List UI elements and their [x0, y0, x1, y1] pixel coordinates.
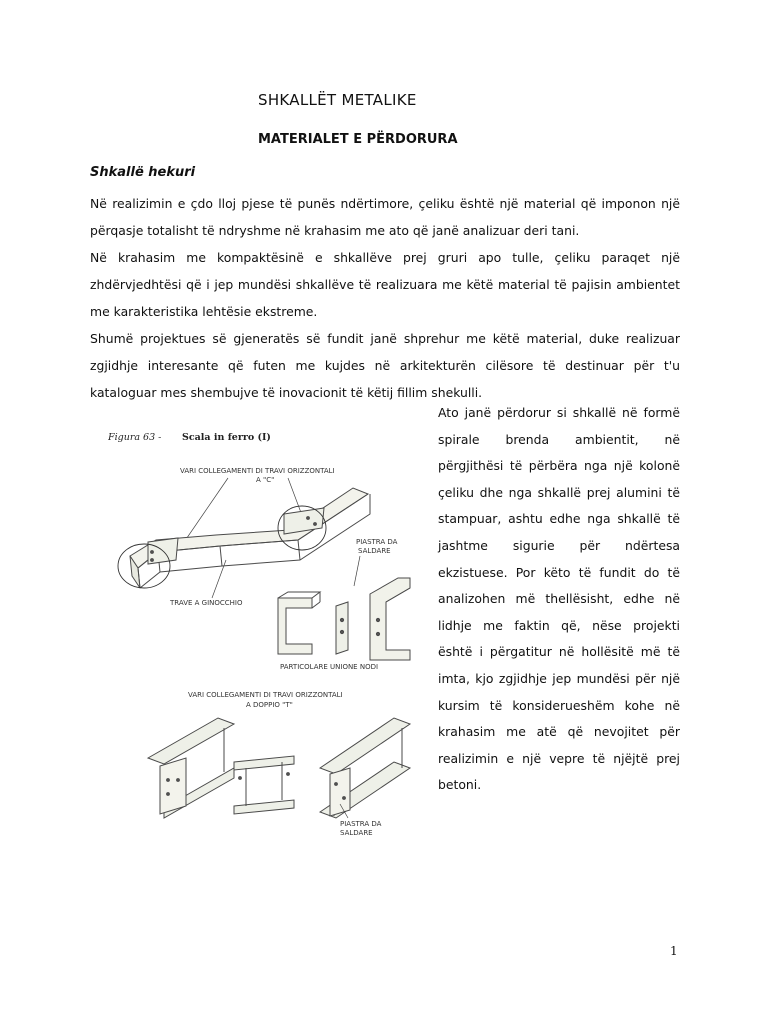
- label-bottom-connections: VARI COLLEGAMENTI DI TRAVI ORIZZONTALI: [188, 691, 343, 699]
- label-bottom-doppio: A DOPPIO "T": [246, 701, 293, 709]
- figure-drawing: [108, 418, 430, 843]
- label-piastra-2: SALDARE: [358, 547, 391, 555]
- paragraph-3: Shumë projektues së gjeneratës së fundit janë shprehur me këtë material, duke realizuar zgjidhje interesante që futen me kujdes në arkitekturën cilësore të destinuar për t'u kataloguar mes shembujve të inovacionit të këtij fillim shekulli.: [90, 331, 680, 400]
- page-number: 1: [670, 944, 678, 958]
- label-node-detail: PARTICOLARE UNIONE NODI: [280, 663, 379, 671]
- i-beam-drawing: [148, 718, 410, 818]
- label-top-c: A "C": [256, 476, 275, 484]
- label-knee-beam: TRAVE A GINOCCHIO: [170, 599, 243, 607]
- knee-beam-drawing: [130, 488, 370, 588]
- side-paragraph: Ato janë përdorur si shkallë në formë spirale brenda ambientit, në përgjithësi të përbëra nga një kolonë çeliku dhe nga shkallë prej alumini të stampuar, ashtu edhe nga shkallë të jashtme sigurie për ndërtesa ekzistuese. Por këto të fundit do të analizohen më thellësisht, edhe në lidhje me faktin që, nëse projekti është i përgatitur në hollësitë më të imta, kjo zgjidhje jep mundësi për një kursim të konsiderueshëm kohe në krahasim me atë që nevojitet për realizimin e një vepre të njëjtë prej betoni.: [438, 405, 680, 793]
- label-piastra2-1: PIASTRA DA: [340, 820, 382, 828]
- section-subtitle: MATERIALET E PËRDORURA: [258, 132, 458, 147]
- label-piastra-1: PIASTRA DA: [356, 538, 398, 546]
- figure-steel-stair: [108, 418, 430, 843]
- section-heading: Shkallë hekuri: [90, 165, 196, 180]
- paragraph-2: Në krahasim me kompaktësinë e shkallëve prej gruri apo tulle, çeliku paraqet një zhdërvjedhtësi që i jep mundësi shkallëve të realizuara me këtë material të pajisin ambientet me karakteristika lehtësie ekstreme.: [90, 250, 680, 319]
- page-title: SHKALLËT METALIKE: [258, 91, 417, 109]
- paragraph-1: Në realizimin e çdo lloj pjese të punës ndërtimore, çeliku është një material që imponon një përqasje totalisht të ndryshme në krahasim me ato që janë analizuar deri tani.: [90, 196, 680, 238]
- label-top-connections: VARI COLLEGAMENTI DI TRAVI ORIZZONTALI: [180, 467, 335, 475]
- node-detail-drawing: [278, 578, 410, 660]
- label-piastra2-2: SALDARE: [340, 829, 373, 837]
- figure-caption-title: Scala in ferro (I): [182, 432, 271, 443]
- figure-caption-label: Figura 63 -: [108, 432, 162, 443]
